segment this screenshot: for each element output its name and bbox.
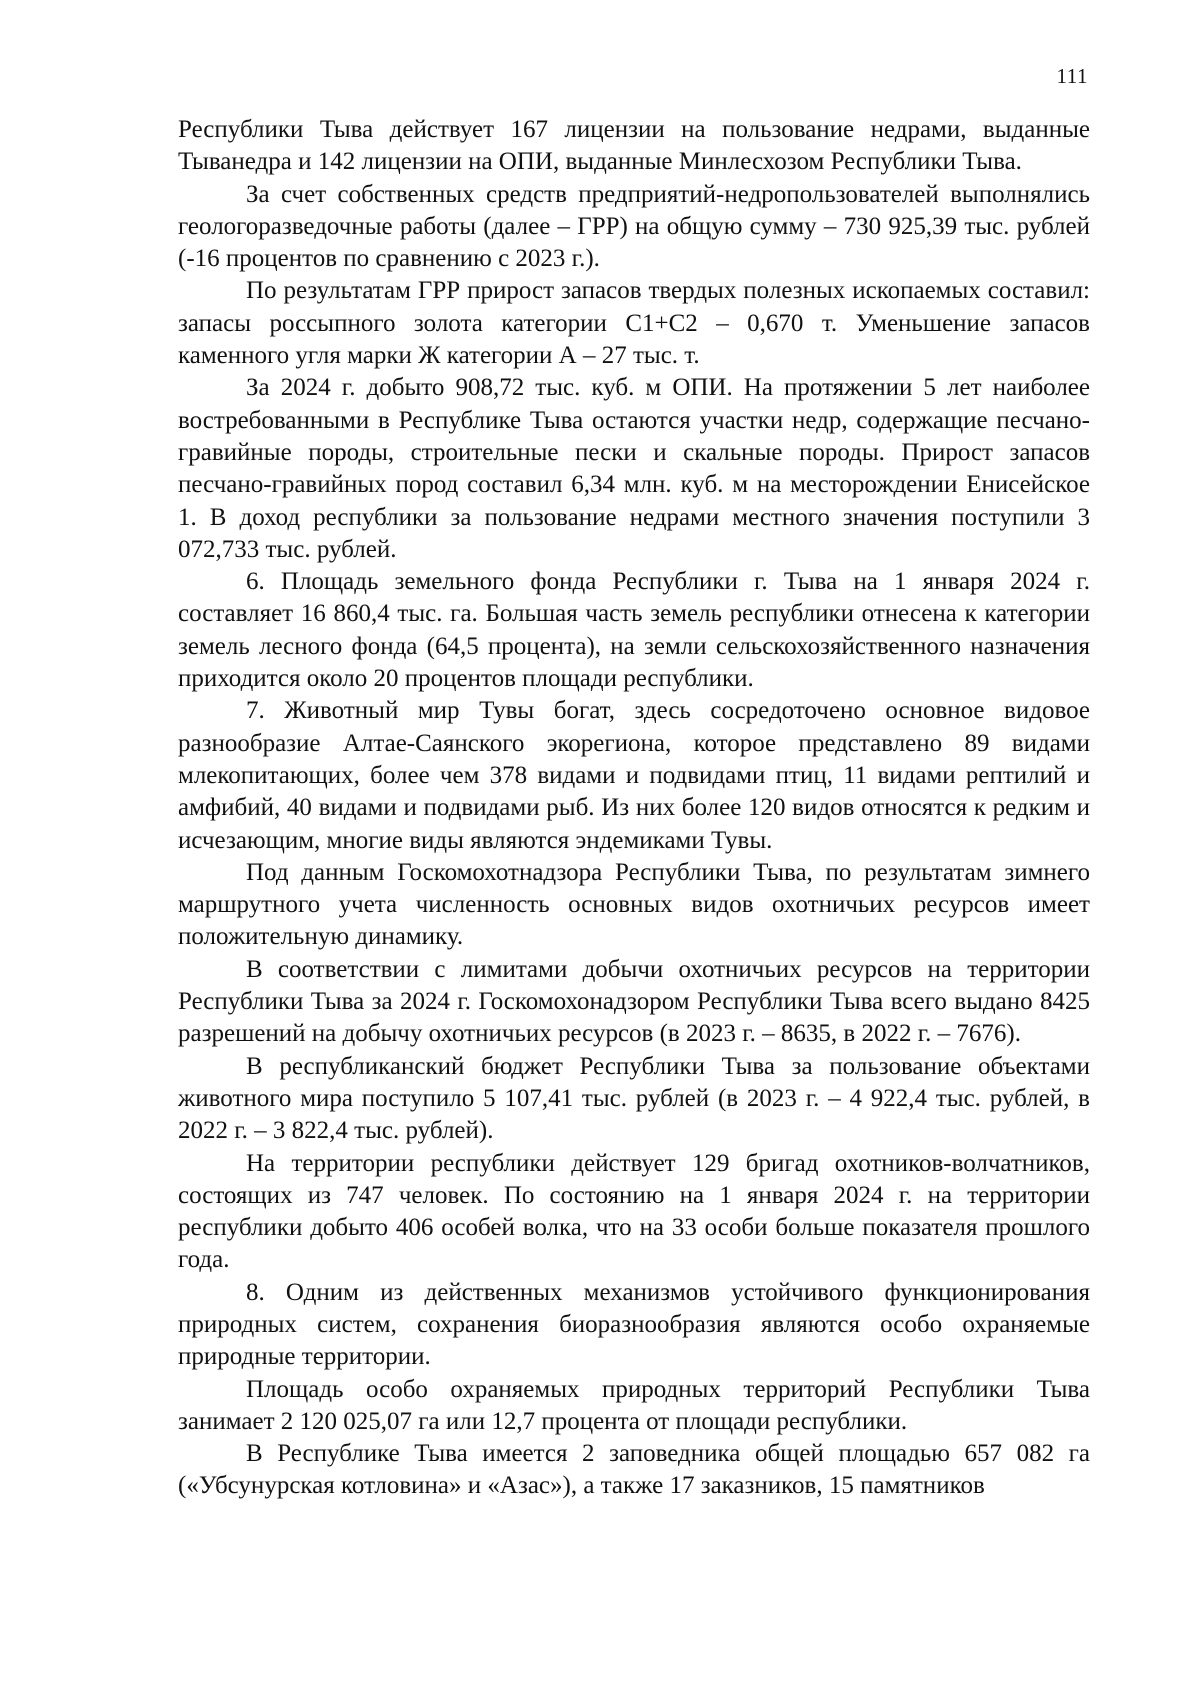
paragraph-6: 7. Животный мир Тувы богат, здесь сосредоточено основное видовое разнообразие Алтае-Саянского экорегиона, которое представлено 89 видами млекопитающих, более чем 378 видами и подвидами птиц, 11 видами рептилий и амфибий, 40 видами и подвидами рыб. Из них более 120 видов относятся к редким и исчезающим, многие виды являются эндемиками Тувы. (178, 697, 1090, 854)
paragraph-9: В республиканский бюджет Республики Тыва за пользование объектами животного мира поступило 5 107,41 тыс. рублей (в 2023 г. – 4 922,4 тыс. рублей, в 2022 г. – 3 822,4 тыс. рублей). (178, 1052, 1090, 1145)
paragraph-8: В соответствии с лимитами добычи охотничьих ресурсов на территории Республики Тыва за 2024 г. Госкомохонадзором Республики Тыва всего выдано 8425 разрешений на добычу охотничьих ресурсов (в 2023 г. – 8635, в 2022 г. – 7676). (178, 955, 1090, 1048)
document-text (178, 114, 1090, 1503)
paragraph-4: За 2024 г. добыто 908,72 тыс. куб. м ОПИ. На протяжении 5 лет наиболее востребованными в Республике Тыва остаются участки недр, содержащие песчано-гравийные породы, строительные пески и скальные породы. Прирост запасов песчано-гравийных пород составил 6,34 млн. куб. м на месторождении Енисейское 1. В доход республики за пользование недрами местного значения поступили 3 072,733 тыс. рублей. (178, 374, 1090, 563)
paragraph-12: Площадь особо охраняемых природных территорий Республики Тыва занимает 2 120 025,07 га или 12,7 процента от площади республики. (178, 1375, 1090, 1435)
paragraph-2: За счет собственных средств предприятий-недропользователей выполнялись геологоразведочные работы (далее – ГРР) на общую сумму – 730 925,39 тыс. рублей (-16 процентов по сравнению с 2023 г.). (178, 180, 1090, 273)
page-number: 111 (1056, 64, 1088, 88)
paragraph-5: 6. Площадь земельного фонда Республики г. Тыва на 1 января 2024 г. составляет 16 860,4 тыс. га. Большая часть земель республики отнесена к категории земель лесного фонда (64,5 процента), на земли сельскохозяйственного назначения приходится около 20 процентов площади республики. (178, 568, 1090, 693)
paragraph-11: 8. Одним из действенных механизмов устойчивого функционирования природных систем, сохранения биоразнообразия являются особо охраняемые природные территории. (178, 1278, 1090, 1371)
paragraph-10: На территории республики действует 129 бригад охотников-волчатников, состоящих из 747 человек. По состоянию на 1 января 2024 г. на территории республики добыто 406 особей волка, что на 33 особи больше показателя прошлого года. (178, 1149, 1090, 1274)
paragraph-3: По результатам ГРР прирост запасов твердых полезных ископаемых составил: запасы россыпного золота категории С1+С2 – 0,670 т. Уменьшение запасов каменного угля марки Ж категории А – 27 тыс. т. (178, 277, 1090, 370)
paragraph-13: В Республике Тыва имеется 2 заповедника общей площадью 657 082 га («Убсунурская котловина» и «Азас»), а также 17 заказников, 15 памятников (178, 1440, 1090, 1500)
paragraph-7: Под данным Госкомохотнадзора Республики Тыва, по результатам зимнего маршрутного учета численность основных видов охотничьих ресурсов имеет положительную динамику. (178, 858, 1090, 951)
paragraph-1: Республики Тыва действует 167 лицензии на пользование недрами, выданные Тыванедра и 142 лицензии на ОПИ, выданные Минлесхозом Республики Тыва. (178, 116, 1090, 176)
